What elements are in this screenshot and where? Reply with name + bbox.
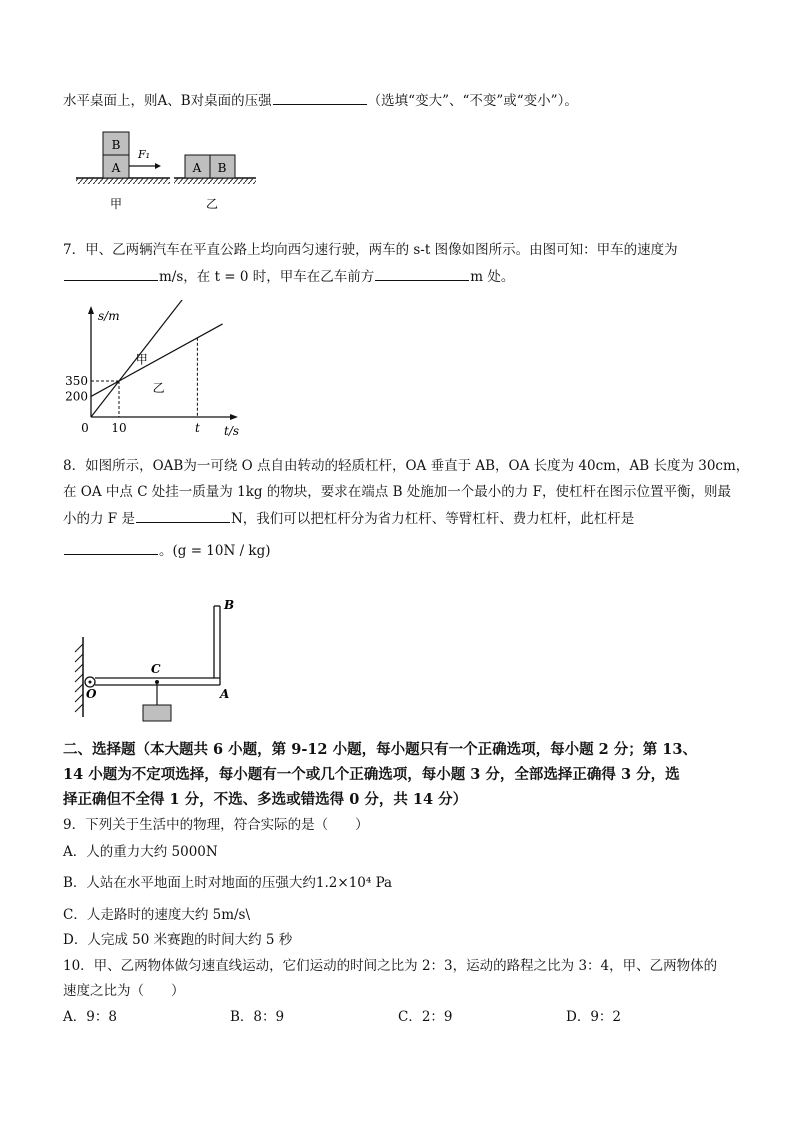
section2-line2: 14 小题为不定项选择，每小题有一个或几个正确选项，每小题 3 分，全部选择正确得 3 分，选: [63, 766, 680, 783]
q9-option-d[interactable]: D．人完成 50 米赛跑的时间大约 5 秒: [63, 932, 293, 948]
point-c: [155, 680, 159, 684]
q6-answer-blank[interactable]: [273, 90, 367, 105]
hanging-block: [143, 705, 171, 721]
q7-line2: [63, 266, 514, 287]
q8-line3: [63, 508, 634, 529]
svg-text:A: A: [192, 161, 202, 175]
q9-option-b[interactable]: B．人站在水平地面上时对地面的压强大约1.2×10⁴ Pa: [63, 875, 393, 891]
q10-option-d[interactable]: D．9：2: [566, 1009, 622, 1025]
q8-line4-tail: 。(g = 10N / kg): [159, 543, 271, 559]
q10-option-c[interactable]: C．2：9: [398, 1009, 453, 1025]
q7-unit-text: m/s，在 t = 0 时，甲车在乙车前方: [159, 269, 375, 285]
section2-line1: 二、选择题（本大题共 6 小题，第 9-12 小题，每小题只有一个正确选项，每小题 2 分；第 13、: [63, 741, 697, 758]
q10-line2: 速度之比为（ ）: [63, 983, 185, 999]
label-a: A: [220, 687, 230, 701]
q8-lever-figure: [60, 592, 250, 732]
q6-figure: [70, 128, 270, 214]
q8-line3-b: N，我们可以把杠杆分为省力杠杆、等臂杠杆、费力杠杆，此杠杆是: [230, 511, 635, 527]
q7-line1: 7．甲、乙两辆汽车在平直公路上均向西匀速行驶，两车的 s-t 图像如图所示。由图可知：甲车的速度为: [63, 242, 678, 258]
q10-option-b[interactable]: B．8：9: [230, 1009, 285, 1025]
q8-blank-lever-type[interactable]: [64, 540, 158, 555]
q10-option-a[interactable]: A．9：8: [63, 1009, 117, 1025]
q9-option-c[interactable]: C．人走路时的速度大约 5m/s\: [63, 907, 251, 923]
fig-label-jia: 甲: [109, 197, 123, 211]
svg-text:B: B: [217, 161, 227, 175]
label-b: B: [224, 598, 235, 612]
svg-text:B: B: [111, 138, 121, 152]
q7-blank-distance[interactable]: [375, 266, 469, 281]
label-c: C: [151, 662, 161, 676]
q9-stem: 9．下列关于生活中的物理，符合实际的是（ ）: [63, 817, 369, 833]
q6-text-tail: （选填“变大”、“不变”或“变小”）。: [367, 93, 578, 109]
q8-line4: [63, 540, 271, 561]
q8-line3-a: 小的力 F 是: [63, 511, 135, 527]
series-label-jia: 甲: [135, 352, 148, 367]
y-tick-350: 350: [65, 374, 88, 388]
section2-line3: 择正确但不全得 1 分，不选、多选或错选得 0 分，共 14 分）: [63, 791, 468, 808]
y-axis-label: s/m: [98, 309, 120, 323]
svg-text:A: A: [111, 161, 121, 175]
q6-text: 水平桌面上，则A、B对桌面的压强: [63, 93, 272, 109]
x-tick-t: t: [194, 421, 200, 435]
q10-line1: 10．甲、乙两物体做匀速直线运动，它们运动的时间之比为 2：3，运动的路程之比为 3：4，甲、乙两物体的: [63, 958, 718, 974]
q6-line: [63, 90, 578, 111]
svg-text:F₁: F₁: [138, 148, 151, 161]
y-axis-arrow: [88, 306, 94, 314]
q9-option-a[interactable]: A．人的重力大约 5000N: [63, 844, 218, 860]
st-chart: [60, 300, 260, 440]
x-axis-arrow: [230, 414, 238, 420]
x-tick-10: 10: [111, 421, 127, 435]
q7-blank-speed[interactable]: [64, 266, 158, 281]
y-tick-200: 200: [65, 389, 88, 404]
q8-line2: 在 OA 中点 C 处挂一质量为 1kg 的物块，要求在端点 B 处施加一个最小的力 F，使杠杆在图示位置平衡，则最: [63, 484, 731, 500]
q7-tail-text: m 处。: [470, 269, 515, 285]
q8-blank-force[interactable]: [136, 508, 230, 523]
label-o: O: [86, 687, 97, 701]
q8-line1: 8．如图所示，OAB为一可绕 O 点自由转动的轻质杠杆，OA 垂直于 AB，OA 长度为 40cm，AB 长度为 30cm，: [63, 458, 750, 474]
series-label-yi: 乙: [152, 380, 165, 395]
x-axis-label: t/s: [224, 424, 240, 438]
fig-label-yi: 乙: [205, 197, 219, 211]
x-tick-0: 0: [81, 421, 89, 435]
